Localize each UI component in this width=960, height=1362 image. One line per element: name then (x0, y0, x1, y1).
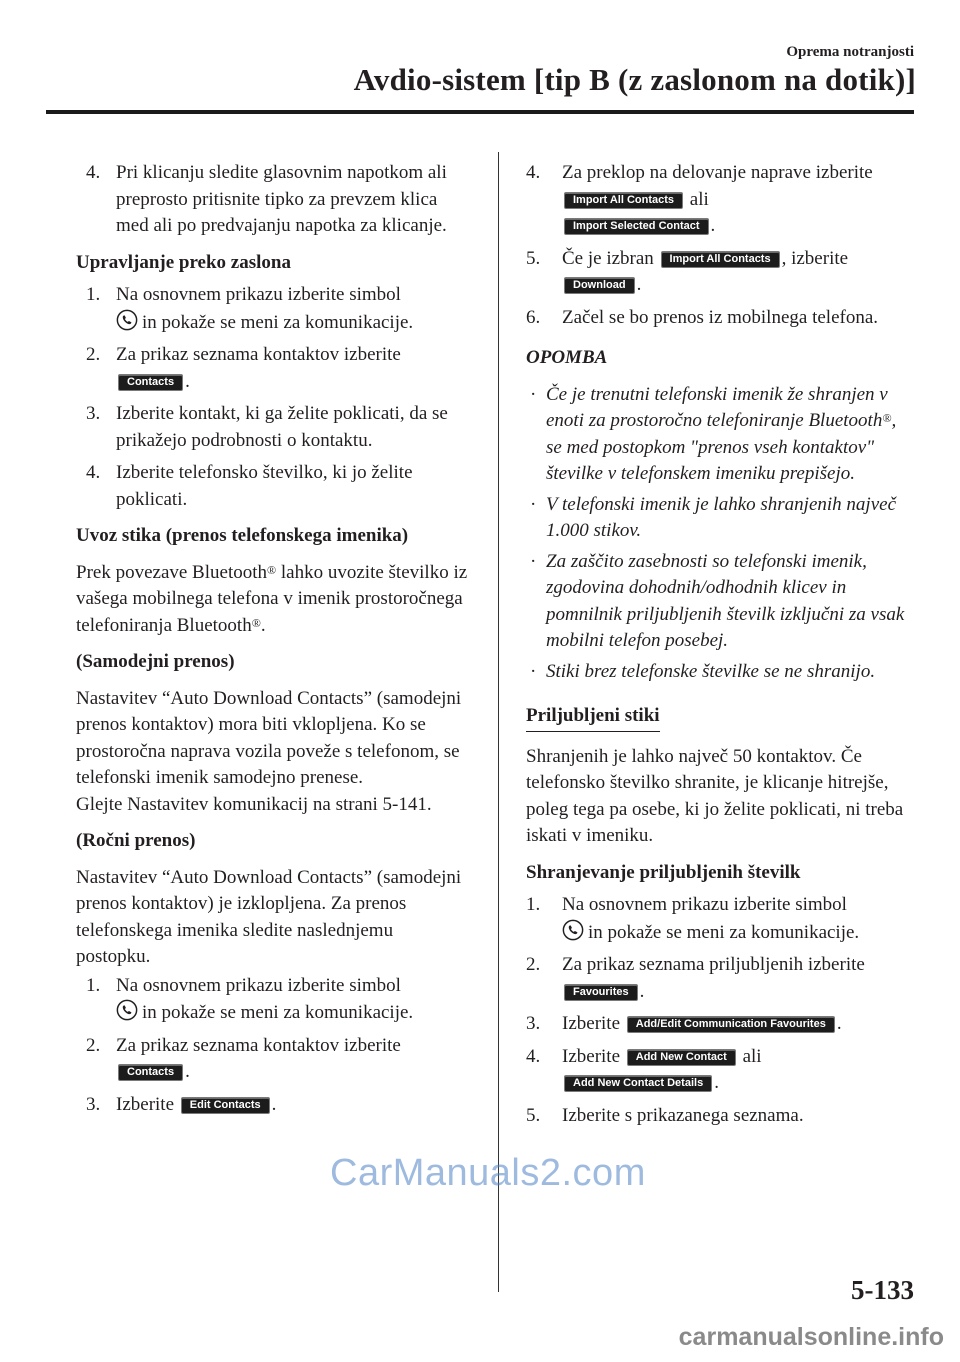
contacts-button[interactable]: Contacts (118, 374, 183, 391)
step-item: 4. Izberite Add New Contact ali Add New Contact Details . (526, 1045, 762, 1093)
step-item: 2. Za prikaz seznama kontaktov izberite Contacts . (86, 1034, 401, 1082)
watermark-carmanuals2: CarManuals2.com (330, 1152, 646, 1194)
title-rule (46, 110, 914, 114)
step-item: 1. Na osnovnem prikazu izberite simbol in pokaže se meni za komunikacije. (86, 284, 414, 333)
subheading-import: Uvoz stika (prenos telefonskega imenika) (76, 525, 409, 546)
note-bullet: · Če je trenutni telefonski imenik že shranjen v enoti za prostoročno telefoniranje Bluetooth®, se med postopkom "prenos vseh kontaktov" številke v telefonskem imeniku prepišejo. (530, 383, 897, 484)
step-item: 6. Začel se bo prenos iz mobilnega telefona. (526, 306, 879, 328)
paragraph-auto: Nastavitev “Auto Download Contacts” (samodejni prenos kontaktov) mora biti vklopljena. Ko se prostoročna naprava vozila poveže s telefonom, se telefonski imenik samodejno prenese. (76, 687, 462, 788)
step-item: 3. Izberite kontakt, ki ga želite poklicati, da se prikažejo podrobnosti o kontaktu. (86, 403, 448, 451)
step-item: 4. Za preklop na delovanje naprave izberite Import All Contacts ali Import Selected Contact . (526, 162, 873, 236)
phone-icon (562, 919, 584, 941)
import-all-contacts-button[interactable]: Import All Contacts (564, 192, 683, 209)
subheading-manual: (Ročni prenos) (76, 830, 196, 851)
step-item: 1. Na osnovnem prikazu izberite simbol in pokaže se meni za komunikacije. (86, 974, 414, 1023)
import-selected-contact-button[interactable]: Import Selected Contact (564, 218, 709, 235)
page-title: Avdio-sistem [tip B (z zaslonom na dotik)] (353, 62, 916, 97)
column-divider (498, 152, 499, 1292)
note-heading: OPOMBA (526, 347, 608, 368)
note-bullet: · Stiki brez telefonske številke se ne shranijo. (530, 660, 876, 682)
subheading-save-favourites: Shranjevanje priljubljenih številk (526, 861, 801, 883)
paragraph-auto-ref: Glejte Nastavitev komunikacij na strani 5-141. (76, 793, 432, 815)
download-button[interactable]: Download (564, 277, 635, 294)
left-column (76, 160, 472, 1124)
import-all-contacts-button[interactable]: Import All Contacts (661, 251, 780, 268)
step-item: 4. Pri klicanju sledite glasovnim napotkom ali preprosto pritisnite tipko za prevzem klica med ali po predvajanju napotka za klicanje. (86, 162, 447, 236)
subheading-screen: Upravljanje preko zaslona (76, 251, 291, 273)
add-new-contact-button[interactable]: Add New Contact (627, 1049, 736, 1066)
step-item: 5. Izberite s prikazanega seznama. (526, 1104, 804, 1126)
step-item: 3. Izberite Add/Edit Communication Favourites . (526, 1013, 842, 1034)
phone-icon (116, 999, 138, 1021)
page-number: 5-133 (851, 1275, 914, 1305)
add-edit-communication-favourites-button[interactable]: Add/Edit Communication Favourites (627, 1016, 835, 1033)
section-label: Oprema notranjosti (786, 44, 914, 60)
paragraph-import: Prek povezave Bluetooth® lahko uvozite številko iz vašega mobilnega telefona v imenik prostoročnega telefoniranja Bluetooth®. (76, 561, 468, 636)
step-item: 2. Za prikaz seznama priljubljenih izberite Favourites . (526, 954, 865, 1002)
edit-contacts-button[interactable]: Edit Contacts (181, 1097, 270, 1114)
subheading-auto: (Samodejni prenos) (76, 651, 235, 672)
watermark-carmanualsonline: carmanualsonline.info (678, 1323, 944, 1351)
paragraph-manual: Nastavitev “Auto Download Contacts” (samodejni prenos kontaktov) je izklopljena. Za prenos telefonskega imenika sledite naslednjemu postopku. (76, 866, 462, 967)
step-item: 5. Če je izbran Import All Contacts , izberite Download . (526, 247, 849, 295)
step-item: 4. Izberite telefonsko številko, ki jo želite poklicati. (86, 462, 413, 510)
favourites-button[interactable]: Favourites (564, 984, 638, 1001)
section-heading-favourites: Priljubljeni stiki (526, 703, 660, 732)
step-item: 3. Izberite Edit Contacts . (86, 1093, 277, 1115)
paragraph-favourites: Shranjenih je lahko največ 50 kontaktov. Če telefonsko številko shranite, je klicanje hitrejše, poleg tega pa osebe, ki jo želite poklicati, ni treba iskati v imeniku. (526, 745, 904, 846)
right-column (526, 160, 916, 1135)
add-new-contact-details-button[interactable]: Add New Contact Details (564, 1075, 712, 1092)
contacts-button[interactable]: Contacts (118, 1064, 183, 1081)
step-item: 1. Na osnovnem prikazu izberite simbol in pokaže se meni za komunikacije. (526, 894, 860, 943)
phone-icon (116, 309, 138, 331)
step-item: 2. Za prikaz seznama kontaktov izberite Contacts . (86, 344, 401, 392)
note-bullet: · Za zaščito zasebnosti so telefonski imenik, zgodovina dohodnih/odhodnih klicev in pomnilnik priljubljenih številk izključni za vsak mobilni telefon posebej. (530, 550, 905, 651)
note-bullet: · V telefonski imenik je lahko shranjenih največ 1.000 stikov. (530, 493, 896, 541)
